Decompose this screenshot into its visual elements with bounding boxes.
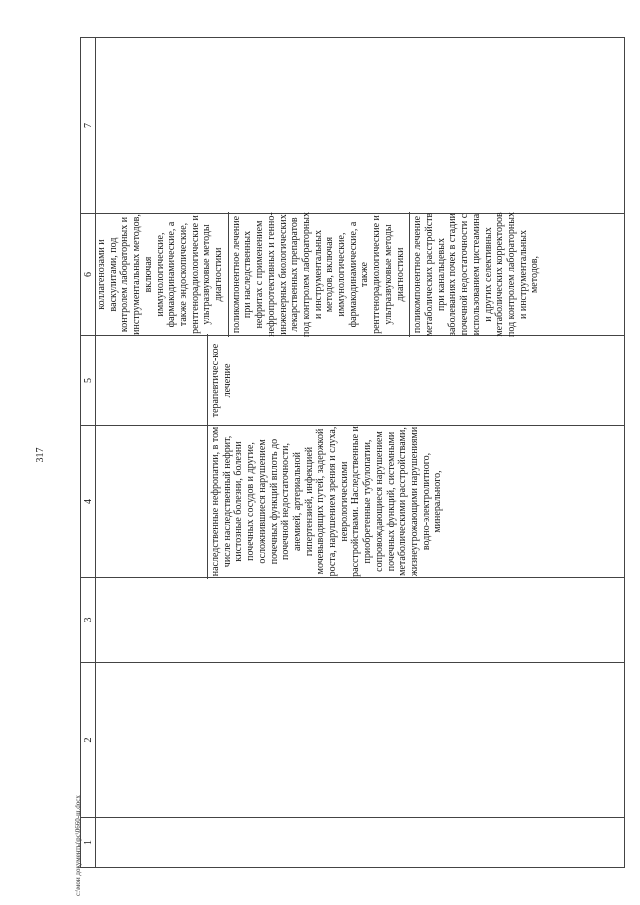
- column-header-3: 3: [81, 578, 96, 663]
- treatment-table: [80, 37, 625, 868]
- column-header-4: 4: [81, 426, 96, 578]
- cell-col3: [96, 578, 625, 663]
- table-row: [96, 38, 625, 868]
- column-header-2: 2: [81, 663, 96, 818]
- cell-col6: [96, 214, 625, 336]
- cell-col7: [96, 38, 625, 214]
- cell-col4: [96, 426, 625, 578]
- table-sheet: [80, 38, 625, 868]
- column-header-1: 1: [81, 818, 96, 868]
- treatment-method-part-b: поликомпонентное лечение при наследственных нефритах с применением нефропротективных и генно-инженерных биологических лекарственных препаратов под контролем лабораторных и инструментальных методов, включая иммунологические, фармакодинамические, а также рентгенорадиологические и ультразвуковые методы диагностики: [228, 212, 407, 337]
- page-number: 317: [35, 447, 46, 463]
- cell-col5-blank-top: [95, 334, 208, 427]
- column-header-6: 6: [81, 214, 96, 336]
- treatment-method-part-a: коллагенозами и васкулитами, под контролем лабораторных и инструментальных методов, включая иммунологические, фармакодинамические, а также эндоскопические, рентгенорадиологические и ультразвуковые методы диагностики: [96, 214, 225, 335]
- cell-col5: [96, 336, 625, 426]
- column-header-7: 7: [81, 38, 96, 214]
- footer-file-path: c:\мои документы\рс\0660-ш.docx: [74, 795, 82, 896]
- disease-description: наследственные нефропатии, в том числе наследственный нефрит, кистозные болезни, болезни почечных сосудов и другие, осложнившиеся нарушением почечных функций вплоть до почечной недостаточности, анемией, артериальной гипертензией, инфекцией мочевыводящих путей, задержкой роста, нарушением зрения и слуха, неврологическими расстройствами. Наследственные и приобретенные тубулопатии, сопровождающиеся нарушением почечных функций, системными метаболическими расстройствами, жизнеугрожающими нарушениями водно-электролитного, минерального,: [210, 426, 444, 577]
- treatment-type: терапевтичес-кое лечение: [210, 343, 233, 418]
- cell-col4-blank-top: [95, 424, 208, 579]
- table-header-row: [81, 38, 96, 868]
- treatment-method-part-c: поликомпонентное лечение метаболических расстройств при канальцевых заболеваниях почек в стадии почечной недостаточности с использованием цистеамина и других селективных метаболических корректоров под контролем лабораторных и инструментальных методов,: [409, 212, 541, 337]
- table-rotator: [80, 38, 625, 868]
- column-header-5: 5: [81, 336, 96, 426]
- cell-col2: [96, 663, 625, 818]
- cell-col1: [96, 818, 625, 868]
